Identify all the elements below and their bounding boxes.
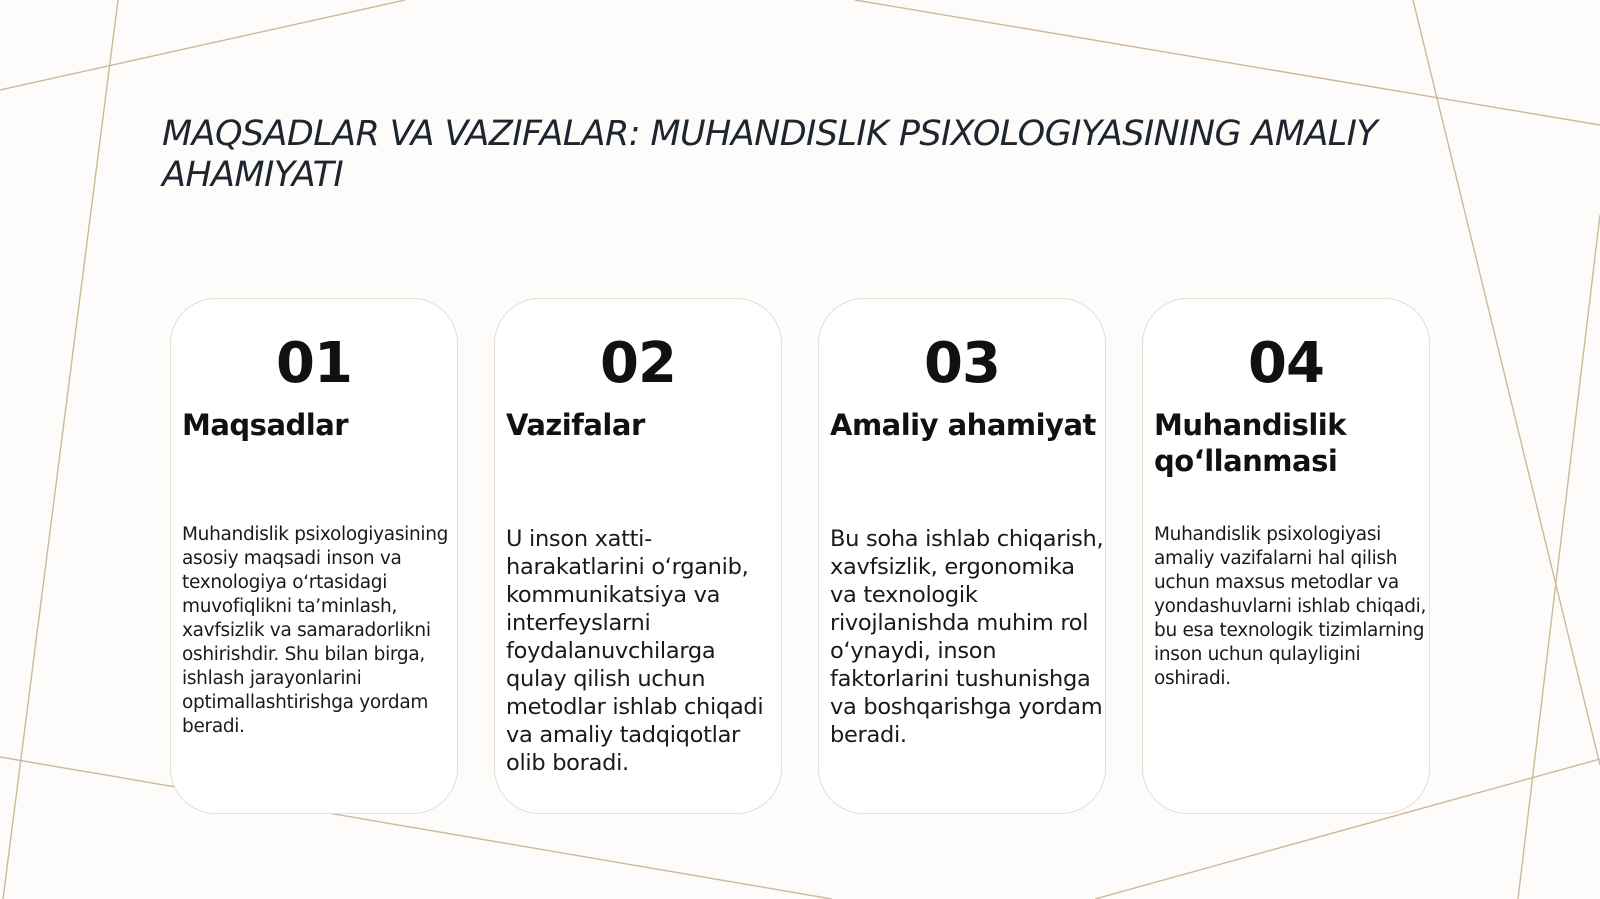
card-muhandislik-qollanmasi [1142,298,1430,814]
card-text: U inson xatti-harakatlarini o‘rganib, kommunikatsiya va interfeyslarni foydalanuvchilarga qulay qilish uchun metodlar ishlab chiqadi va amaliy tadqiqotlar olib boradi. [506,526,764,776]
card-vazifalar [494,298,782,814]
card-text: Bu soha ishlab chiqarish, xavfsizlik, ergonomika va texnologik rivojlanishda muhim rol o‘ynaydi, inson faktorlarini tushunishga va boshqarishga yordam beradi. [830,526,1104,748]
card-amaliy-ahamiyat [818,298,1106,814]
card-text: Muhandislik psixologiyasi amaliy vazifalarni hal qilish uchun maxsus metodlar va yondashuvlarni ishlab chiqadi, bu esa texnologik tizimlarning inson uchun qulayligini oshiradi. [1154,524,1427,689]
card-heading: Muhandislik qo‘llanmasi [1154,408,1346,478]
card-text: Muhandislik psixologiyasining asosiy maqsadi inson va texnologiya o‘rtasidagi muvofiqlikni ta’minlash, xavfsizlik va samaradorlikni oshirishdir. Shu bilan birga, ishlash jarayonlarini optimallashtirishga yordam beradi. [182,524,449,737]
card-heading: Vazifalar [506,408,645,442]
card-number: 02 [600,331,676,396]
card-heading: Maqsadlar [182,408,349,442]
card-maqsadlar [170,298,458,814]
card-number: 04 [1248,331,1324,396]
card-number: 03 [924,331,1000,396]
slide-title: MAQSADLAR VA VAZIFALAR: MUHANDISLIK PSIXOLOGIYASINING AMALIY AHAMIYATI [162,114,1378,195]
card-heading: Amaliy ahamiyat [830,408,1096,442]
card-number: 01 [276,331,352,396]
